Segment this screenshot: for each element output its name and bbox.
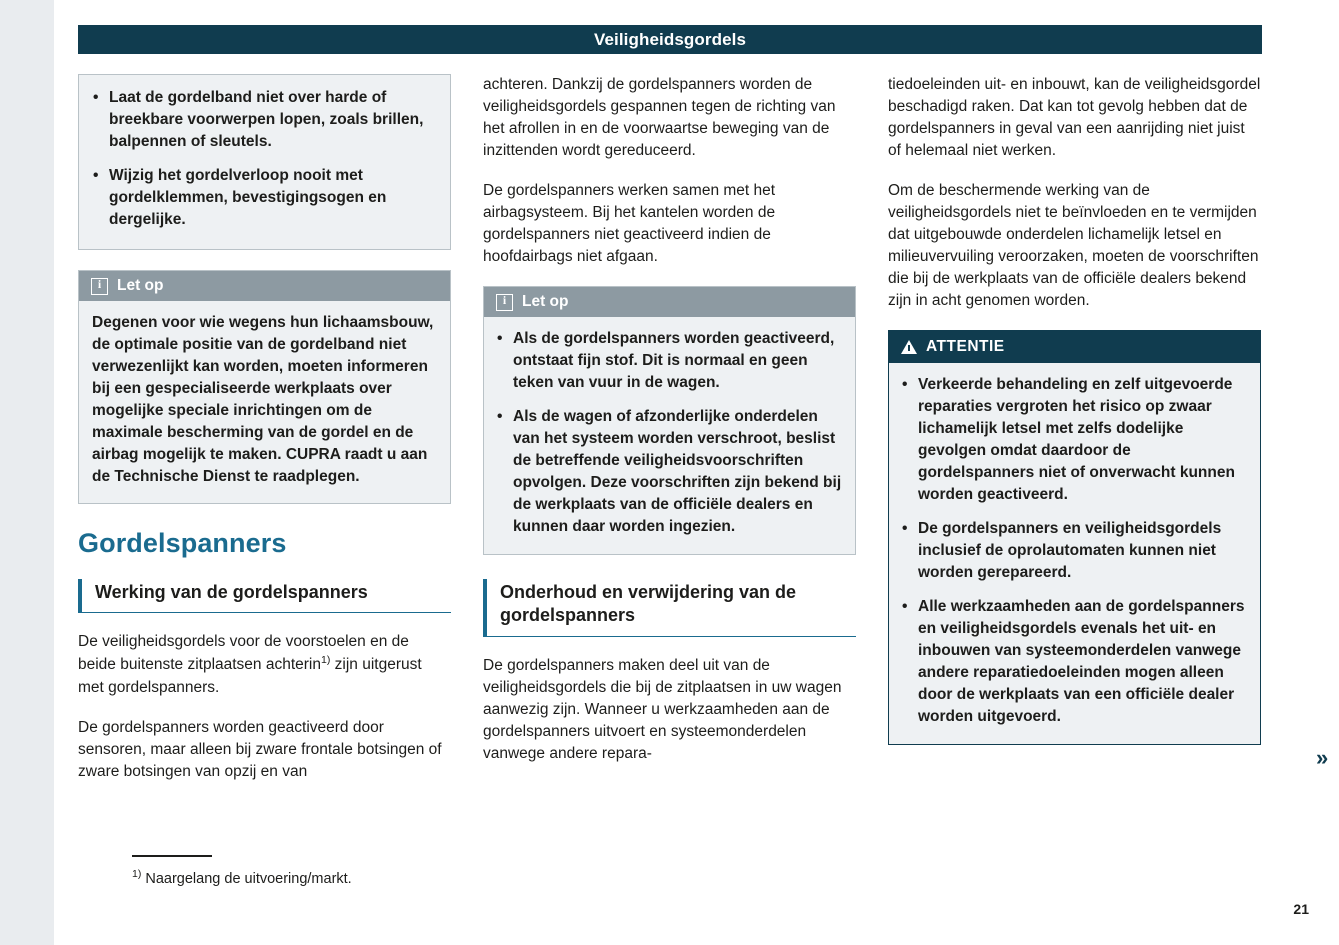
attention-list [902, 374, 1247, 728]
note-box-body [79, 301, 450, 503]
note-box-header [79, 271, 450, 301]
column-middle [483, 74, 856, 801]
body-paragraph: achteren. Dankzij de gordelspanners worden de veiligheidsgordels gespannen tegen de richting van het afrollen in en de voorwaartse beweging van de inzittenden wordt gereduceerd. [483, 76, 836, 159]
paragraph-text-part-a: De veiligheidsgordels voor de voorstoelen en de beide buitenste zitplaatsen achterin [78, 633, 409, 674]
attention-box [888, 330, 1261, 745]
subsection-title: Werking van de gordelspanners [78, 579, 451, 613]
note-box-title: Let op [117, 277, 164, 294]
note-box-middle [483, 286, 856, 555]
subsection-title: Onderhoud en verwijdering van de gordelspanners [483, 579, 856, 637]
footnote-text: Naargelang de uitvoering/markt. [145, 870, 352, 887]
note-box-header [484, 287, 855, 317]
note-box-left [78, 270, 451, 504]
list-item: • Wijzig het gordelverloop nooit met gordelklemmen, bevestigingsogen en dergelijke. [93, 165, 436, 231]
note-list [497, 328, 842, 538]
paragraph-text-part-b: zijn uitgerust met gordelspanners. [78, 656, 422, 696]
footnote-block [132, 855, 732, 889]
list-item: • Als de gordelspanners worden geactiveerd, ontstaat fijn stof. Dit is normaal en geen teken van vuur in de wagen. [497, 328, 842, 394]
list-item: • Laat de gordelband niet over harde of breekbare voorwerpen lopen, zoals brillen, balpennen of sleutels. [93, 87, 436, 153]
column-left [78, 74, 451, 801]
footnote-marker: 1) [132, 868, 142, 880]
footnote-divider [132, 855, 212, 857]
footnote-marker: 1) [321, 654, 331, 667]
note-box-body [484, 317, 855, 554]
attention-box-title: ATTENTIE [926, 338, 1005, 355]
next-page-chevron-icon[interactable]: » [1316, 745, 1329, 770]
footnote-content [132, 867, 732, 889]
page-number: 21 [1293, 901, 1309, 917]
info-icon [91, 278, 108, 295]
body-paragraph: De gordelspanners worden geactiveerd door sensoren, maar alleen bij zware frontale botsingen of zware botsingen van opzij en van [78, 718, 442, 780]
list-item: • Als de wagen of afzonderlijke onderdelen van het systeem worden verschroot, beslist de betreffende veiligheidsvoorschriften opvolgen. Deze voorschriften zijn bekend bij de werkplaats van de officiële dealers en kunnen daar worden ingezien. [497, 406, 842, 538]
note-box-title: Let op [522, 293, 569, 310]
warning-triangle-icon [901, 340, 917, 354]
column-right [888, 74, 1261, 801]
warning-list [93, 87, 436, 231]
attention-box-body [889, 363, 1260, 744]
body-paragraph [78, 631, 451, 698]
page-left-gutter [0, 0, 54, 945]
list-item: • De gordelspanners en veiligheidsgordels inclusief de oprolautomaten kunnen niet worden gerepareerd. [902, 518, 1247, 584]
three-column-layout [78, 74, 1262, 801]
body-paragraph: De gordelspanners maken deel uit van de veiligheidsgordels die bij de zitplaatsen in uw wagen aanwezig zijn. Wanneer u werkzaamheden aan de gordelspanners uitvoert en systeemonderdelen vanwege andere repara- [483, 656, 842, 762]
warning-list-box [78, 74, 451, 250]
page-header-bar [78, 25, 1262, 54]
info-icon [496, 294, 513, 311]
attention-box-header [889, 331, 1260, 363]
page-header-title: Veiligheidsgordels [593, 29, 746, 49]
body-paragraph: tiedoeleinden uit- en inbouwt, kan de veiligheidsgordel beschadigd raken. Dat kan tot gevolg hebben dat de gordelspanners in geval van een aanrijding niet juist of helemaal niet werken. [888, 76, 1261, 159]
body-paragraph: De gordelspanners werken samen met het airbagsysteem. Bij het kantelen worden de gordelspanners niet geactiveerd indien de hoofdairbags niet afgaan. [483, 182, 776, 265]
note-paragraph: Degenen voor wie wegens hun lichaamsbouw, de optimale positie van de gordelband niet verwezenlijkt kan worden, moeten informeren bij een gespecialiseerde werkplaats over mogelijke speciale inrichtingen om de maximale bescherming van de gordel en de airbag mogelijk te maken. CUPRA raadt u aan de Technische Dienst te raadplegen. [92, 314, 434, 485]
list-item: • Alle werkzaamheden aan de gordelspanners en veiligheidsgordels evenals het uit- en inbouwen van systeemonderdelen vanwege andere reparatiedoeleinden mogen alleen door de werkplaats van een officiële dealer worden uitgevoerd. [902, 596, 1247, 728]
section-title: Gordelspanners [78, 528, 287, 558]
page-content [54, 0, 1339, 945]
list-item: • Verkeerde behandeling en zelf uitgevoerde reparaties vergroten het risico op zwaar lichamelijk letsel met zelfs dodelijke gevolgen omdat daardoor de gordelspanners niet of onverwacht kunnen worden geactiveerd. [902, 374, 1247, 506]
body-paragraph: Om de beschermende werking van de veiligheidsgordels niet te beïnvloeden en te vermijden dat uitgebouwde onderdelen lichamelijk letsel en milieuvervuiling veroorzaken, moeten de voorschriften die bij de werkplaats van de officiële dealers bekend zijn in acht genomen worden. [888, 182, 1259, 309]
